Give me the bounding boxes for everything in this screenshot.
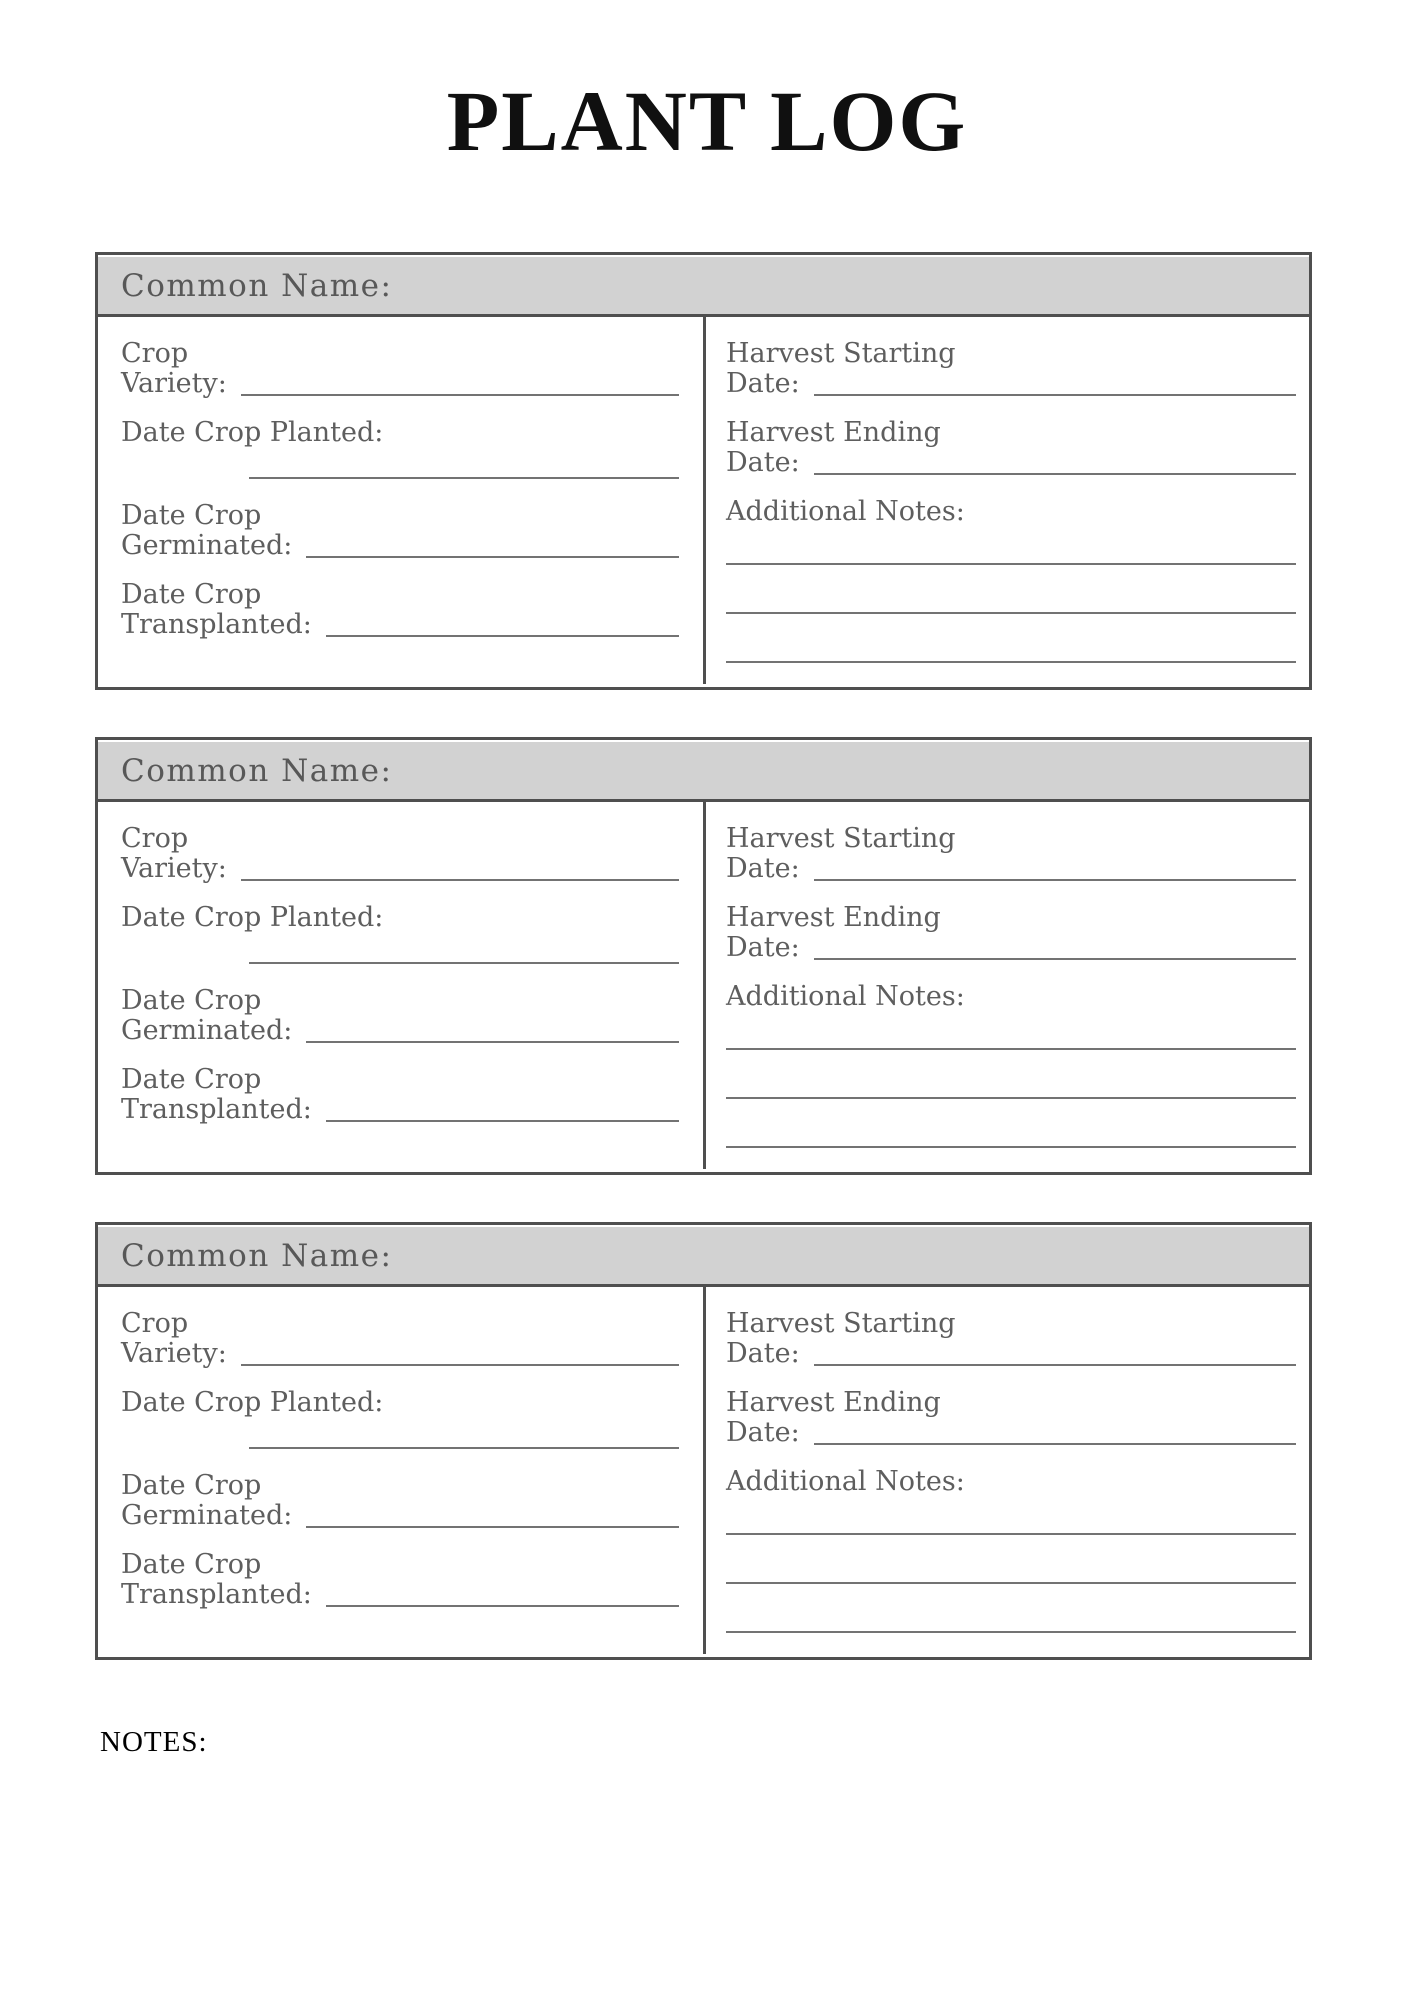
common-name-input-area[interactable] — [392, 742, 1309, 799]
field-crop-variety — [121, 1309, 679, 1369]
crop-variety-label: Variety: — [121, 1338, 227, 1370]
common-name-header-3 — [98, 1227, 1309, 1287]
date-germinated-label-top: Date Crop — [121, 500, 262, 532]
crop-variety-label: Variety: — [121, 368, 227, 400]
harvest-ending-fill-line[interactable] — [814, 1418, 1296, 1445]
date-transplanted-label-top: Date Crop — [121, 1549, 262, 1581]
crop-variety-fill-line[interactable] — [241, 854, 679, 881]
field-date-planted — [121, 1388, 679, 1452]
date-germinated-label: Germinated: — [121, 1500, 293, 1532]
field-additional-notes — [726, 982, 1296, 1148]
right-column — [706, 317, 1309, 684]
date-planted-fill-line[interactable] — [249, 962, 679, 964]
additional-notes-line-1[interactable] — [726, 563, 1296, 565]
crop-variety-label-top: Crop — [121, 1308, 189, 1340]
additional-notes-line-3[interactable] — [726, 1631, 1296, 1633]
crop-variety-label: Variety: — [121, 853, 227, 885]
date-germinated-label: Germinated: — [121, 530, 293, 562]
common-name-label: Common Name: — [121, 752, 393, 789]
additional-notes-label: Additional Notes: — [726, 981, 965, 1013]
field-date-planted — [121, 903, 679, 967]
harvest-starting-label-top: Harvest Starting — [726, 1308, 956, 1340]
left-column — [98, 802, 706, 1169]
crop-variety-fill-line[interactable] — [241, 1339, 679, 1366]
date-transplanted-fill-line[interactable] — [326, 1580, 679, 1607]
card-body — [98, 317, 1309, 684]
right-column — [706, 802, 1309, 1169]
additional-notes-label: Additional Notes: — [726, 496, 965, 528]
harvest-ending-date-label: Date: — [726, 1417, 800, 1449]
common-name-label: Common Name: — [121, 1237, 393, 1274]
date-transplanted-fill-line[interactable] — [326, 610, 679, 637]
date-planted-label: Date Crop Planted: — [121, 1387, 384, 1419]
harvest-starting-label-top: Harvest Starting — [726, 823, 956, 855]
additional-notes-line-2[interactable] — [726, 1097, 1296, 1099]
harvest-ending-fill-line[interactable] — [814, 448, 1296, 475]
harvest-starting-label-top: Harvest Starting — [726, 338, 956, 370]
harvest-starting-fill-line[interactable] — [814, 854, 1296, 881]
field-harvest-ending — [726, 903, 1296, 963]
additional-notes-line-1[interactable] — [726, 1533, 1296, 1535]
left-column — [98, 317, 706, 684]
field-date-transplanted — [121, 1550, 679, 1610]
card-body — [98, 802, 1309, 1169]
page-title: PLANT LOG — [446, 73, 968, 169]
field-crop-variety — [121, 339, 679, 399]
crop-variety-label-top: Crop — [121, 823, 189, 855]
field-date-germinated — [121, 1471, 679, 1531]
plant-entry-card-2 — [95, 737, 1312, 1175]
harvest-starting-fill-line[interactable] — [814, 369, 1296, 396]
date-transplanted-label: Transplanted: — [121, 1094, 312, 1126]
plant-entry-card-3 — [95, 1222, 1312, 1660]
field-crop-variety — [121, 824, 679, 884]
additional-notes-line-3[interactable] — [726, 661, 1296, 663]
card-body — [98, 1287, 1309, 1654]
field-harvest-starting — [726, 1309, 1296, 1369]
notes-label: NOTES: — [100, 1726, 208, 1759]
left-column — [98, 1287, 706, 1654]
additional-notes-line-2[interactable] — [726, 1582, 1296, 1584]
harvest-ending-label-top: Harvest Ending — [726, 902, 941, 934]
crop-variety-fill-line[interactable] — [241, 369, 679, 396]
date-transplanted-label: Transplanted: — [121, 609, 312, 641]
harvest-starting-date-label: Date: — [726, 853, 800, 885]
date-germinated-label-top: Date Crop — [121, 1470, 262, 1502]
field-date-germinated — [121, 501, 679, 561]
harvest-ending-label-top: Harvest Ending — [726, 1387, 941, 1419]
field-harvest-starting — [726, 339, 1296, 399]
field-additional-notes — [726, 497, 1296, 663]
harvest-starting-fill-line[interactable] — [814, 1339, 1296, 1366]
common-name-header-2 — [98, 742, 1309, 802]
field-additional-notes — [726, 1467, 1296, 1633]
field-date-transplanted — [121, 580, 679, 640]
date-germinated-fill-line[interactable] — [306, 531, 679, 558]
date-germinated-fill-line[interactable] — [306, 1501, 679, 1528]
additional-notes-line-2[interactable] — [726, 612, 1296, 614]
date-planted-fill-line[interactable] — [249, 1447, 679, 1449]
field-harvest-ending — [726, 418, 1296, 478]
common-name-header-1 — [98, 257, 1309, 317]
date-planted-fill-line[interactable] — [249, 477, 679, 479]
field-date-planted — [121, 418, 679, 482]
crop-variety-label-top: Crop — [121, 338, 189, 370]
harvest-ending-label-top: Harvest Ending — [726, 417, 941, 449]
additional-notes-label: Additional Notes: — [726, 1466, 965, 1498]
harvest-starting-date-label: Date: — [726, 368, 800, 400]
date-transplanted-label-top: Date Crop — [121, 579, 262, 611]
field-date-transplanted — [121, 1065, 679, 1125]
harvest-ending-date-label: Date: — [726, 447, 800, 479]
field-harvest-ending — [726, 1388, 1296, 1448]
common-name-input-area[interactable] — [392, 257, 1309, 314]
common-name-label: Common Name: — [121, 267, 393, 304]
date-germinated-label-top: Date Crop — [121, 985, 262, 1017]
date-planted-label: Date Crop Planted: — [121, 417, 384, 449]
common-name-input-area[interactable] — [392, 1227, 1309, 1284]
date-planted-label: Date Crop Planted: — [121, 902, 384, 934]
additional-notes-line-3[interactable] — [726, 1146, 1296, 1148]
date-germinated-label: Germinated: — [121, 1015, 293, 1047]
date-transplanted-label: Transplanted: — [121, 1579, 312, 1611]
additional-notes-line-1[interactable] — [726, 1048, 1296, 1050]
right-column — [706, 1287, 1309, 1654]
harvest-ending-fill-line[interactable] — [814, 933, 1296, 960]
field-harvest-starting — [726, 824, 1296, 884]
date-transplanted-fill-line[interactable] — [326, 1095, 679, 1122]
date-transplanted-label-top: Date Crop — [121, 1064, 262, 1096]
harvest-starting-date-label: Date: — [726, 1338, 800, 1370]
field-date-germinated — [121, 986, 679, 1046]
plant-entry-card-1 — [95, 252, 1312, 690]
harvest-ending-date-label: Date: — [726, 932, 800, 964]
date-germinated-fill-line[interactable] — [306, 1016, 679, 1043]
